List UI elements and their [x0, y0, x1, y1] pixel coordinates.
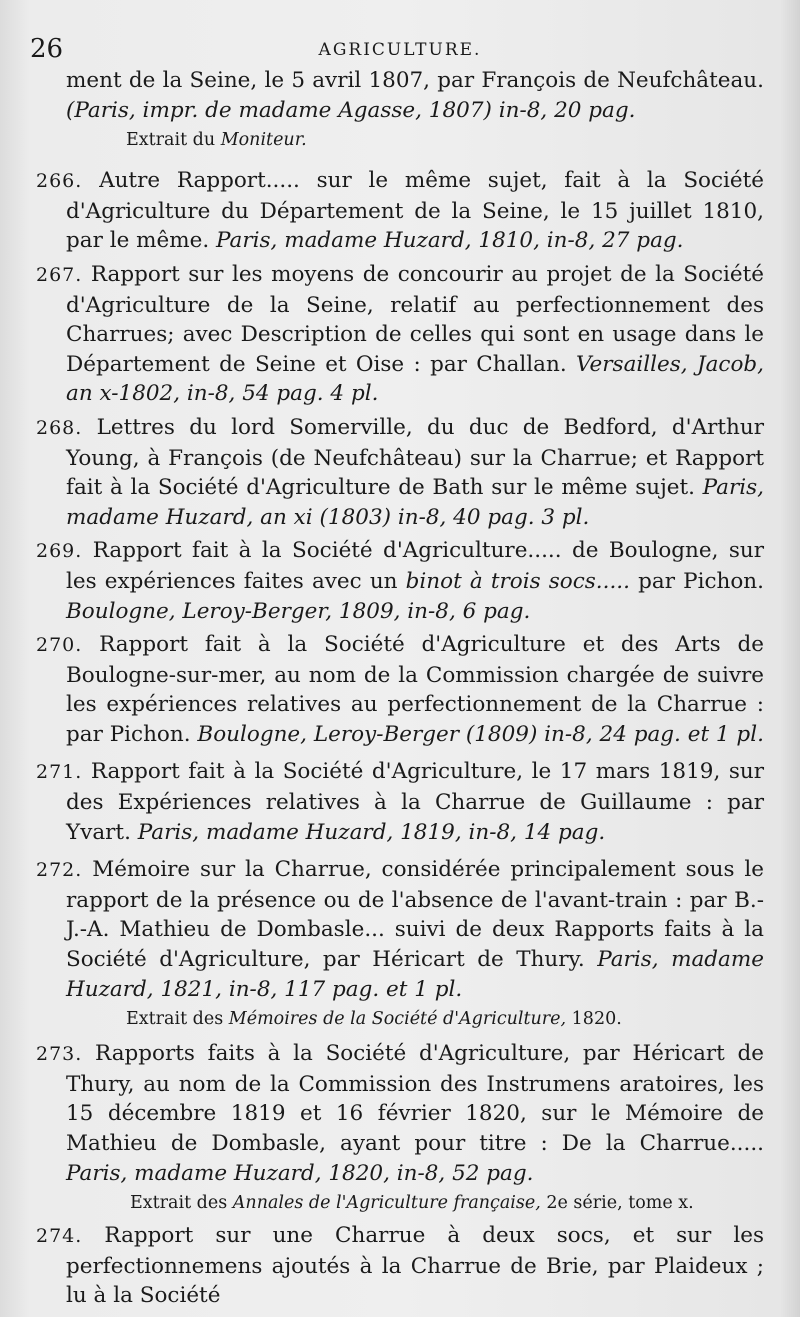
- extract-source: Moniteur.: [220, 130, 307, 151]
- extract-label: Extrait du: [126, 130, 216, 151]
- entry-publication: Paris, madame Huzard, 1819, in-8, 14 pag.: [137, 819, 606, 845]
- entry-number: 270.: [36, 634, 83, 657]
- list-item: [36, 1221, 764, 1311]
- extract-source: Annales de l'Agriculture française,: [232, 1193, 541, 1214]
- list-item: [36, 630, 764, 749]
- entry-number: 271.: [36, 761, 83, 784]
- entry-text: Rapport fait à la Société d'Agriculture, le 17 mars 1819, sur des Expériences relatives à la Charrue de Guillaume : par Yvart.: [66, 759, 764, 845]
- page-number: 26: [30, 34, 64, 64]
- entry-text: Rapport sur une Charrue à deux socs, et sur les perfectionnemens ajoutés à la Charrue de Brie, par Plaideux ; lu à la Société: [66, 1223, 765, 1309]
- entry-number: 266.: [36, 170, 83, 193]
- extract-note: [126, 1005, 764, 1033]
- entry-text: Autre Rapport..... sur le même sujet, fait à la Société d'Agriculture du Département de la Seine, le 15 juillet 1810, par le même.: [66, 168, 764, 254]
- entry-number: 269.: [36, 540, 83, 563]
- extract-note: [130, 1189, 764, 1217]
- entry-text: Rapport fait à la Société d'Agriculture..... de Boulogne, sur les expériences faites avec un: [66, 538, 764, 594]
- entry-publication: (Paris, impr. de madame Agasse, 1807) in-8, 20 pag.: [66, 97, 636, 123]
- extract-series: 2e série, tome x.: [546, 1193, 694, 1214]
- entry-publication: Boulogne, Leroy-Berger, 1809, in-8, 6 pag.: [66, 598, 531, 624]
- extract-year: 1820.: [571, 1009, 622, 1030]
- entry-italic-title: binot à trois socs.....: [405, 568, 630, 594]
- entry-text: Rapports faits à la Société d'Agriculture, par Héricart de Thury, au nom de la Commission des Instrumens aratoires, les 15 décembre 1819 et 16 février 1820, sur le Mémoire de Mathieu de Dombasle, ayant pour titre : De la Charrue.....: [66, 1041, 764, 1156]
- entry-number: 268.: [36, 416, 83, 439]
- entry-number: 274.: [36, 1225, 83, 1248]
- list-item: [36, 66, 764, 125]
- entry-publication: Paris, madame Huzard, an xi (1803) in-8, 40 pag. 3 pl.: [66, 475, 764, 530]
- list-item: [36, 855, 764, 1004]
- list-item: [36, 757, 764, 847]
- entry-publication: Paris, madame Huzard, 1810, in-8, 27 pag.: [216, 228, 684, 254]
- entry-publication: Boulogne, Leroy-Berger (1809) in-8, 24 pag. et 1 pl.: [197, 721, 764, 747]
- extract-note: [126, 126, 764, 154]
- extract-source: Mémoires de la Société d'Agriculture,: [228, 1009, 567, 1030]
- entry-number: 273.: [36, 1043, 83, 1066]
- entry-text: Mémoire sur la Charrue, considérée principalement sous le rapport de la présence ou de l'absence de l'avant-train : par B.-J.-A. Mathieu de Dombasle... suivi de deux Rapports faits à la Société d'Agriculture, par Héricart de Thury.: [66, 857, 764, 973]
- list-item: [36, 166, 764, 256]
- running-title: AGRICULTURE.: [318, 40, 482, 60]
- entry-publication: Paris, madame Huzard, 1821, in-8, 117 pag. et 1 pl.: [66, 947, 764, 1002]
- list-item: [36, 413, 764, 532]
- list-item: [36, 536, 764, 626]
- entry-author: par Pichon.: [638, 568, 764, 594]
- entry-publication: Versailles, Jacob, an x-1802, in-8, 54 pag. 4 pl.: [66, 351, 764, 407]
- entry-text: Lettres du lord Somerville, du duc de Bedford, d'Arthur Young, à François (de Neufchâteau) sur la Charrue; et Rapport fait à la Société d'Agriculture de Bath sur le même sujet.: [66, 414, 764, 501]
- entry-publication: Paris, madame Huzard, 1820, in-8, 52 pag.: [66, 1160, 534, 1186]
- entry-number: 267.: [36, 263, 83, 286]
- list-item: [36, 260, 764, 409]
- extract-label: Extrait des: [126, 1009, 224, 1030]
- list-item: [36, 1039, 764, 1188]
- entry-number: 272.: [36, 859, 83, 882]
- bibliography-list: [36, 66, 764, 1311]
- entry-text: Rapport sur les moyens de concourir au projet de la Société d'Agriculture de la Seine, relatif au perfectionnement des Charrues; avec Description de celles qui sont en usage dans le Département de Seine et Oise : par Challan.: [66, 261, 764, 377]
- entry-text: ment de la Seine, le 5 avril 1807, par François de Neufchâteau.: [66, 68, 764, 93]
- extract-label: Extrait des: [130, 1193, 228, 1214]
- entry-text: Rapport fait à la Société d'Agriculture et des Arts de Boulogne-sur-mer, au nom de la Commission chargée de suivre les expériences relatives au perfectionnement de la Charrue : par Pichon.: [66, 632, 764, 747]
- page-header: [30, 34, 770, 66]
